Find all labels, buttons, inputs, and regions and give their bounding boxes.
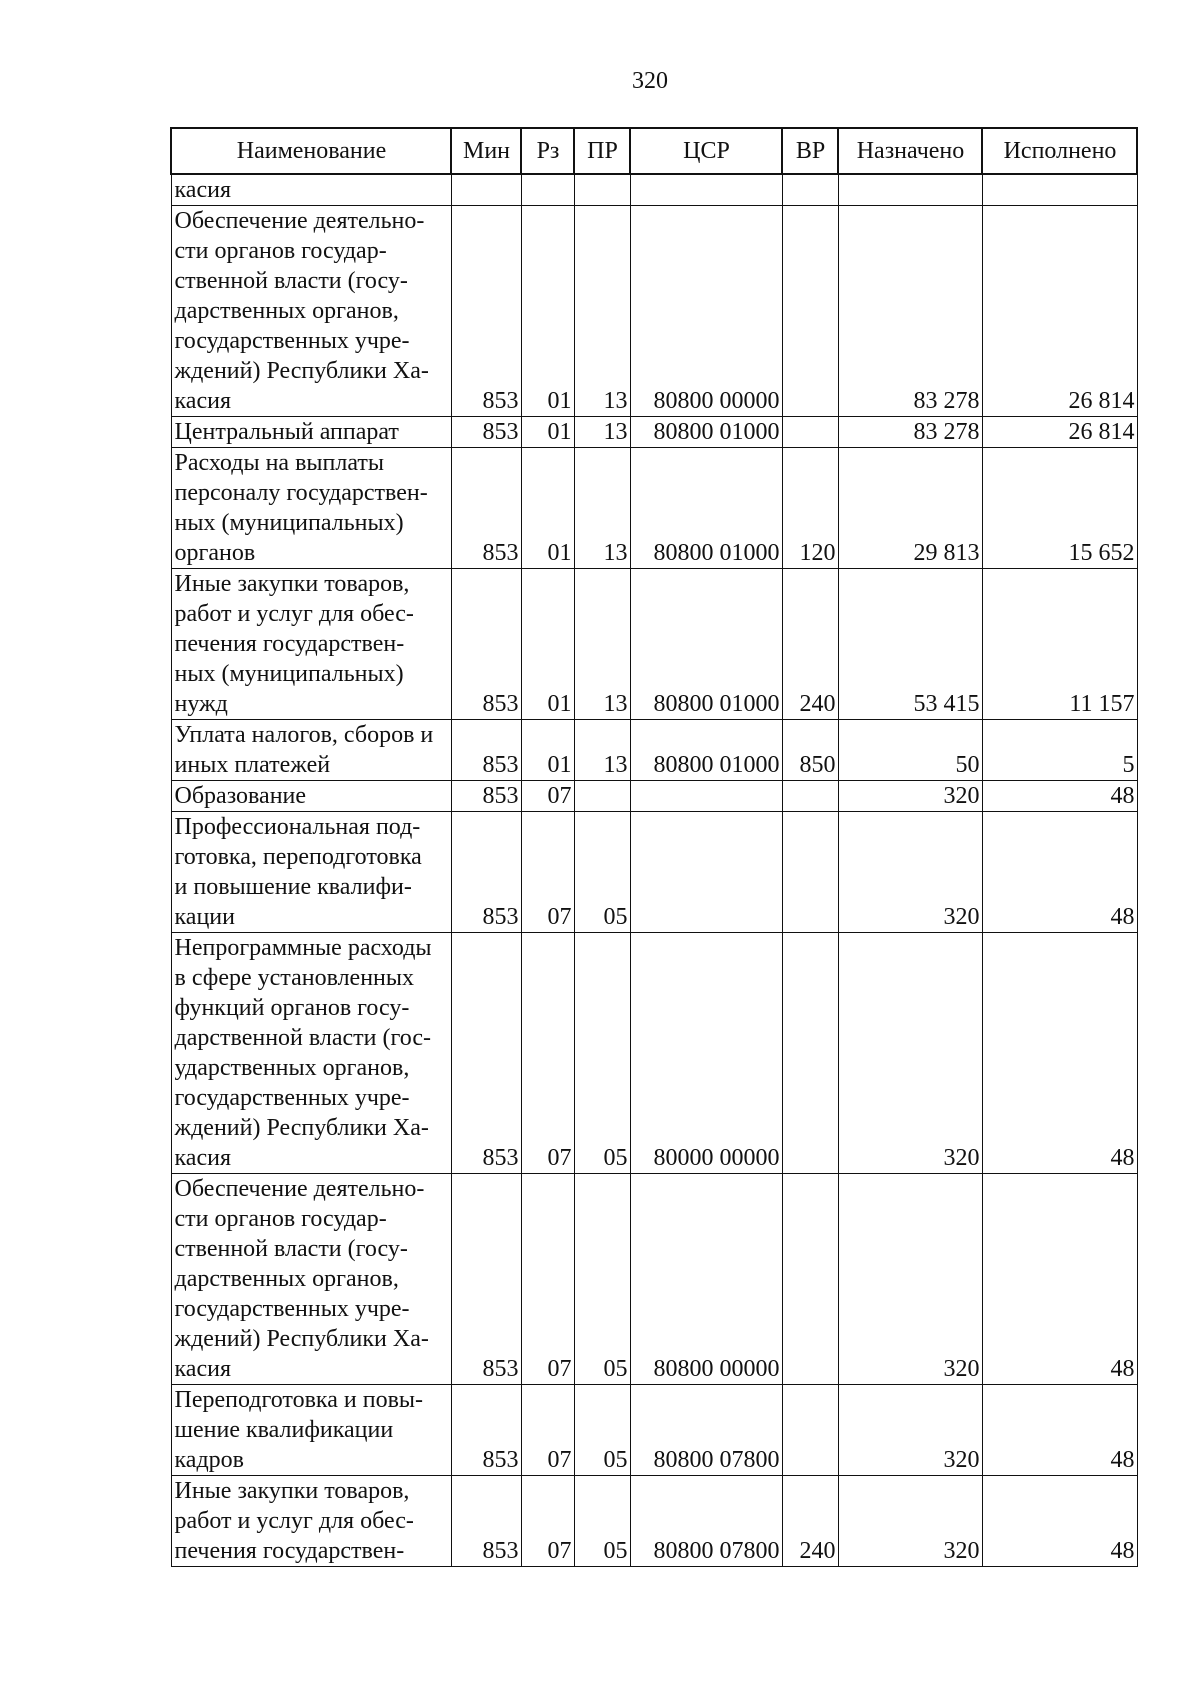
table-row xyxy=(171,781,1137,812)
cell-executed xyxy=(982,174,1137,206)
cell-executed: 48 xyxy=(982,812,1137,933)
cell-pr: 13 xyxy=(574,569,630,720)
cell-csr: 80000 00000 xyxy=(630,933,782,1174)
cell-name: Непрограммные расходы в сфере установленных функций органов госу- дарственной власти (гос- ударственных органов, государственных учре- ждений) Республики Ха- касия xyxy=(171,933,451,1174)
cell-executed: 48 xyxy=(982,933,1137,1174)
cell-vr xyxy=(782,417,838,448)
cell-assigned: 83 278 xyxy=(838,417,982,448)
cell-csr xyxy=(630,781,782,812)
budget-table xyxy=(170,127,1138,1567)
cell-name: Профессиональная под- готовка, переподготовка и повышение квалифи- кации xyxy=(171,812,451,933)
cell-vr xyxy=(782,1174,838,1385)
cell-vr xyxy=(782,174,838,206)
cell-vr: 240 xyxy=(782,569,838,720)
cell-name: Обеспечение деятельно- сти органов государ- ственной власти (госу- дарственных органов, государственных учре- ждений) Республики Ха- касия xyxy=(171,1174,451,1385)
header-row xyxy=(171,128,1137,174)
cell-pr xyxy=(574,781,630,812)
cell-min: 853 xyxy=(451,812,521,933)
cell-min: 853 xyxy=(451,1174,521,1385)
cell-min: 853 xyxy=(451,781,521,812)
cell-executed: 48 xyxy=(982,1174,1137,1385)
cell-rz: 07 xyxy=(521,1385,574,1476)
header-pr: ПР xyxy=(574,128,630,174)
header-name: Наименование xyxy=(171,128,451,174)
cell-vr xyxy=(782,933,838,1174)
cell-executed: 26 814 xyxy=(982,206,1137,417)
cell-min: 853 xyxy=(451,448,521,569)
cell-name: Переподготовка и повы- шение квалификации кадров xyxy=(171,1385,451,1476)
header-executed: Исполнено xyxy=(982,128,1137,174)
cell-assigned: 320 xyxy=(838,812,982,933)
cell-rz: 01 xyxy=(521,417,574,448)
cell-csr: 80800 01000 xyxy=(630,448,782,569)
cell-csr: 80800 00000 xyxy=(630,206,782,417)
cell-pr xyxy=(574,174,630,206)
cell-executed: 11 157 xyxy=(982,569,1137,720)
table-row xyxy=(171,812,1137,933)
cell-assigned: 29 813 xyxy=(838,448,982,569)
table-row xyxy=(171,720,1137,781)
table-header xyxy=(171,128,1137,174)
cell-pr: 05 xyxy=(574,1476,630,1567)
cell-csr: 80800 00000 xyxy=(630,1174,782,1385)
cell-assigned xyxy=(838,174,982,206)
cell-pr: 05 xyxy=(574,812,630,933)
page-number: 320 xyxy=(632,68,668,94)
cell-assigned: 83 278 xyxy=(838,206,982,417)
cell-min xyxy=(451,174,521,206)
cell-rz xyxy=(521,174,574,206)
cell-name: Уплата налогов, сборов и иных платежей xyxy=(171,720,451,781)
cell-executed: 48 xyxy=(982,1476,1137,1567)
cell-vr xyxy=(782,1385,838,1476)
cell-executed: 5 xyxy=(982,720,1137,781)
cell-vr: 240 xyxy=(782,1476,838,1567)
cell-assigned: 53 415 xyxy=(838,569,982,720)
cell-pr: 05 xyxy=(574,1174,630,1385)
cell-vr: 850 xyxy=(782,720,838,781)
cell-assigned: 320 xyxy=(838,1174,982,1385)
cell-vr xyxy=(782,812,838,933)
cell-name: касия xyxy=(171,174,451,206)
cell-rz: 01 xyxy=(521,569,574,720)
table-body xyxy=(171,174,1137,1567)
cell-pr: 13 xyxy=(574,417,630,448)
cell-pr: 05 xyxy=(574,1385,630,1476)
header-rz: Рз xyxy=(521,128,574,174)
cell-min: 853 xyxy=(451,1476,521,1567)
cell-executed: 48 xyxy=(982,781,1137,812)
cell-name: Иные закупки товаров, работ и услуг для обес- печения государствен- ных (муниципальных) нужд xyxy=(171,569,451,720)
table-row xyxy=(171,206,1137,417)
cell-name: Образование xyxy=(171,781,451,812)
cell-rz: 01 xyxy=(521,720,574,781)
cell-vr xyxy=(782,206,838,417)
cell-name: Центральный аппарат xyxy=(171,417,451,448)
cell-assigned: 50 xyxy=(838,720,982,781)
cell-min: 853 xyxy=(451,206,521,417)
table-row xyxy=(171,569,1137,720)
cell-pr: 13 xyxy=(574,720,630,781)
cell-rz: 07 xyxy=(521,933,574,1174)
cell-name: Обеспечение деятельно- сти органов государ- ственной власти (госу- дарственных органов, государственных учре- ждений) Республики Ха- касия xyxy=(171,206,451,417)
table-row xyxy=(171,417,1137,448)
cell-rz: 07 xyxy=(521,1174,574,1385)
table-row xyxy=(171,933,1137,1174)
cell-assigned: 320 xyxy=(838,781,982,812)
cell-min: 853 xyxy=(451,720,521,781)
cell-assigned: 320 xyxy=(838,1476,982,1567)
table-row xyxy=(171,1476,1137,1567)
cell-assigned: 320 xyxy=(838,1385,982,1476)
cell-min: 853 xyxy=(451,1385,521,1476)
cell-vr: 120 xyxy=(782,448,838,569)
header-csr: ЦСР xyxy=(630,128,782,174)
cell-executed: 15 652 xyxy=(982,448,1137,569)
table-row xyxy=(171,448,1137,569)
cell-csr: 80800 01000 xyxy=(630,569,782,720)
cell-csr: 80800 01000 xyxy=(630,720,782,781)
cell-min: 853 xyxy=(451,417,521,448)
cell-pr: 13 xyxy=(574,448,630,569)
cell-csr: 80800 07800 xyxy=(630,1385,782,1476)
cell-executed: 48 xyxy=(982,1385,1137,1476)
cell-rz: 07 xyxy=(521,781,574,812)
cell-min: 853 xyxy=(451,569,521,720)
cell-csr xyxy=(630,174,782,206)
cell-csr: 80800 01000 xyxy=(630,417,782,448)
header-assigned: Назначено xyxy=(838,128,982,174)
cell-name: Расходы на выплаты персоналу государствен- ных (муниципальных) органов xyxy=(171,448,451,569)
cell-assigned: 320 xyxy=(838,933,982,1174)
cell-rz: 01 xyxy=(521,206,574,417)
table-row xyxy=(171,174,1137,206)
cell-pr: 05 xyxy=(574,933,630,1174)
header-min: Мин xyxy=(451,128,521,174)
cell-csr: 80800 07800 xyxy=(630,1476,782,1567)
cell-pr: 13 xyxy=(574,206,630,417)
table-row xyxy=(171,1174,1137,1385)
cell-executed: 26 814 xyxy=(982,417,1137,448)
cell-rz: 07 xyxy=(521,1476,574,1567)
header-vr: ВР xyxy=(782,128,838,174)
cell-min: 853 xyxy=(451,933,521,1174)
cell-rz: 07 xyxy=(521,812,574,933)
cell-name: Иные закупки товаров, работ и услуг для обес- печения государствен- xyxy=(171,1476,451,1567)
cell-rz: 01 xyxy=(521,448,574,569)
table-row xyxy=(171,1385,1137,1476)
cell-vr xyxy=(782,781,838,812)
cell-csr xyxy=(630,812,782,933)
